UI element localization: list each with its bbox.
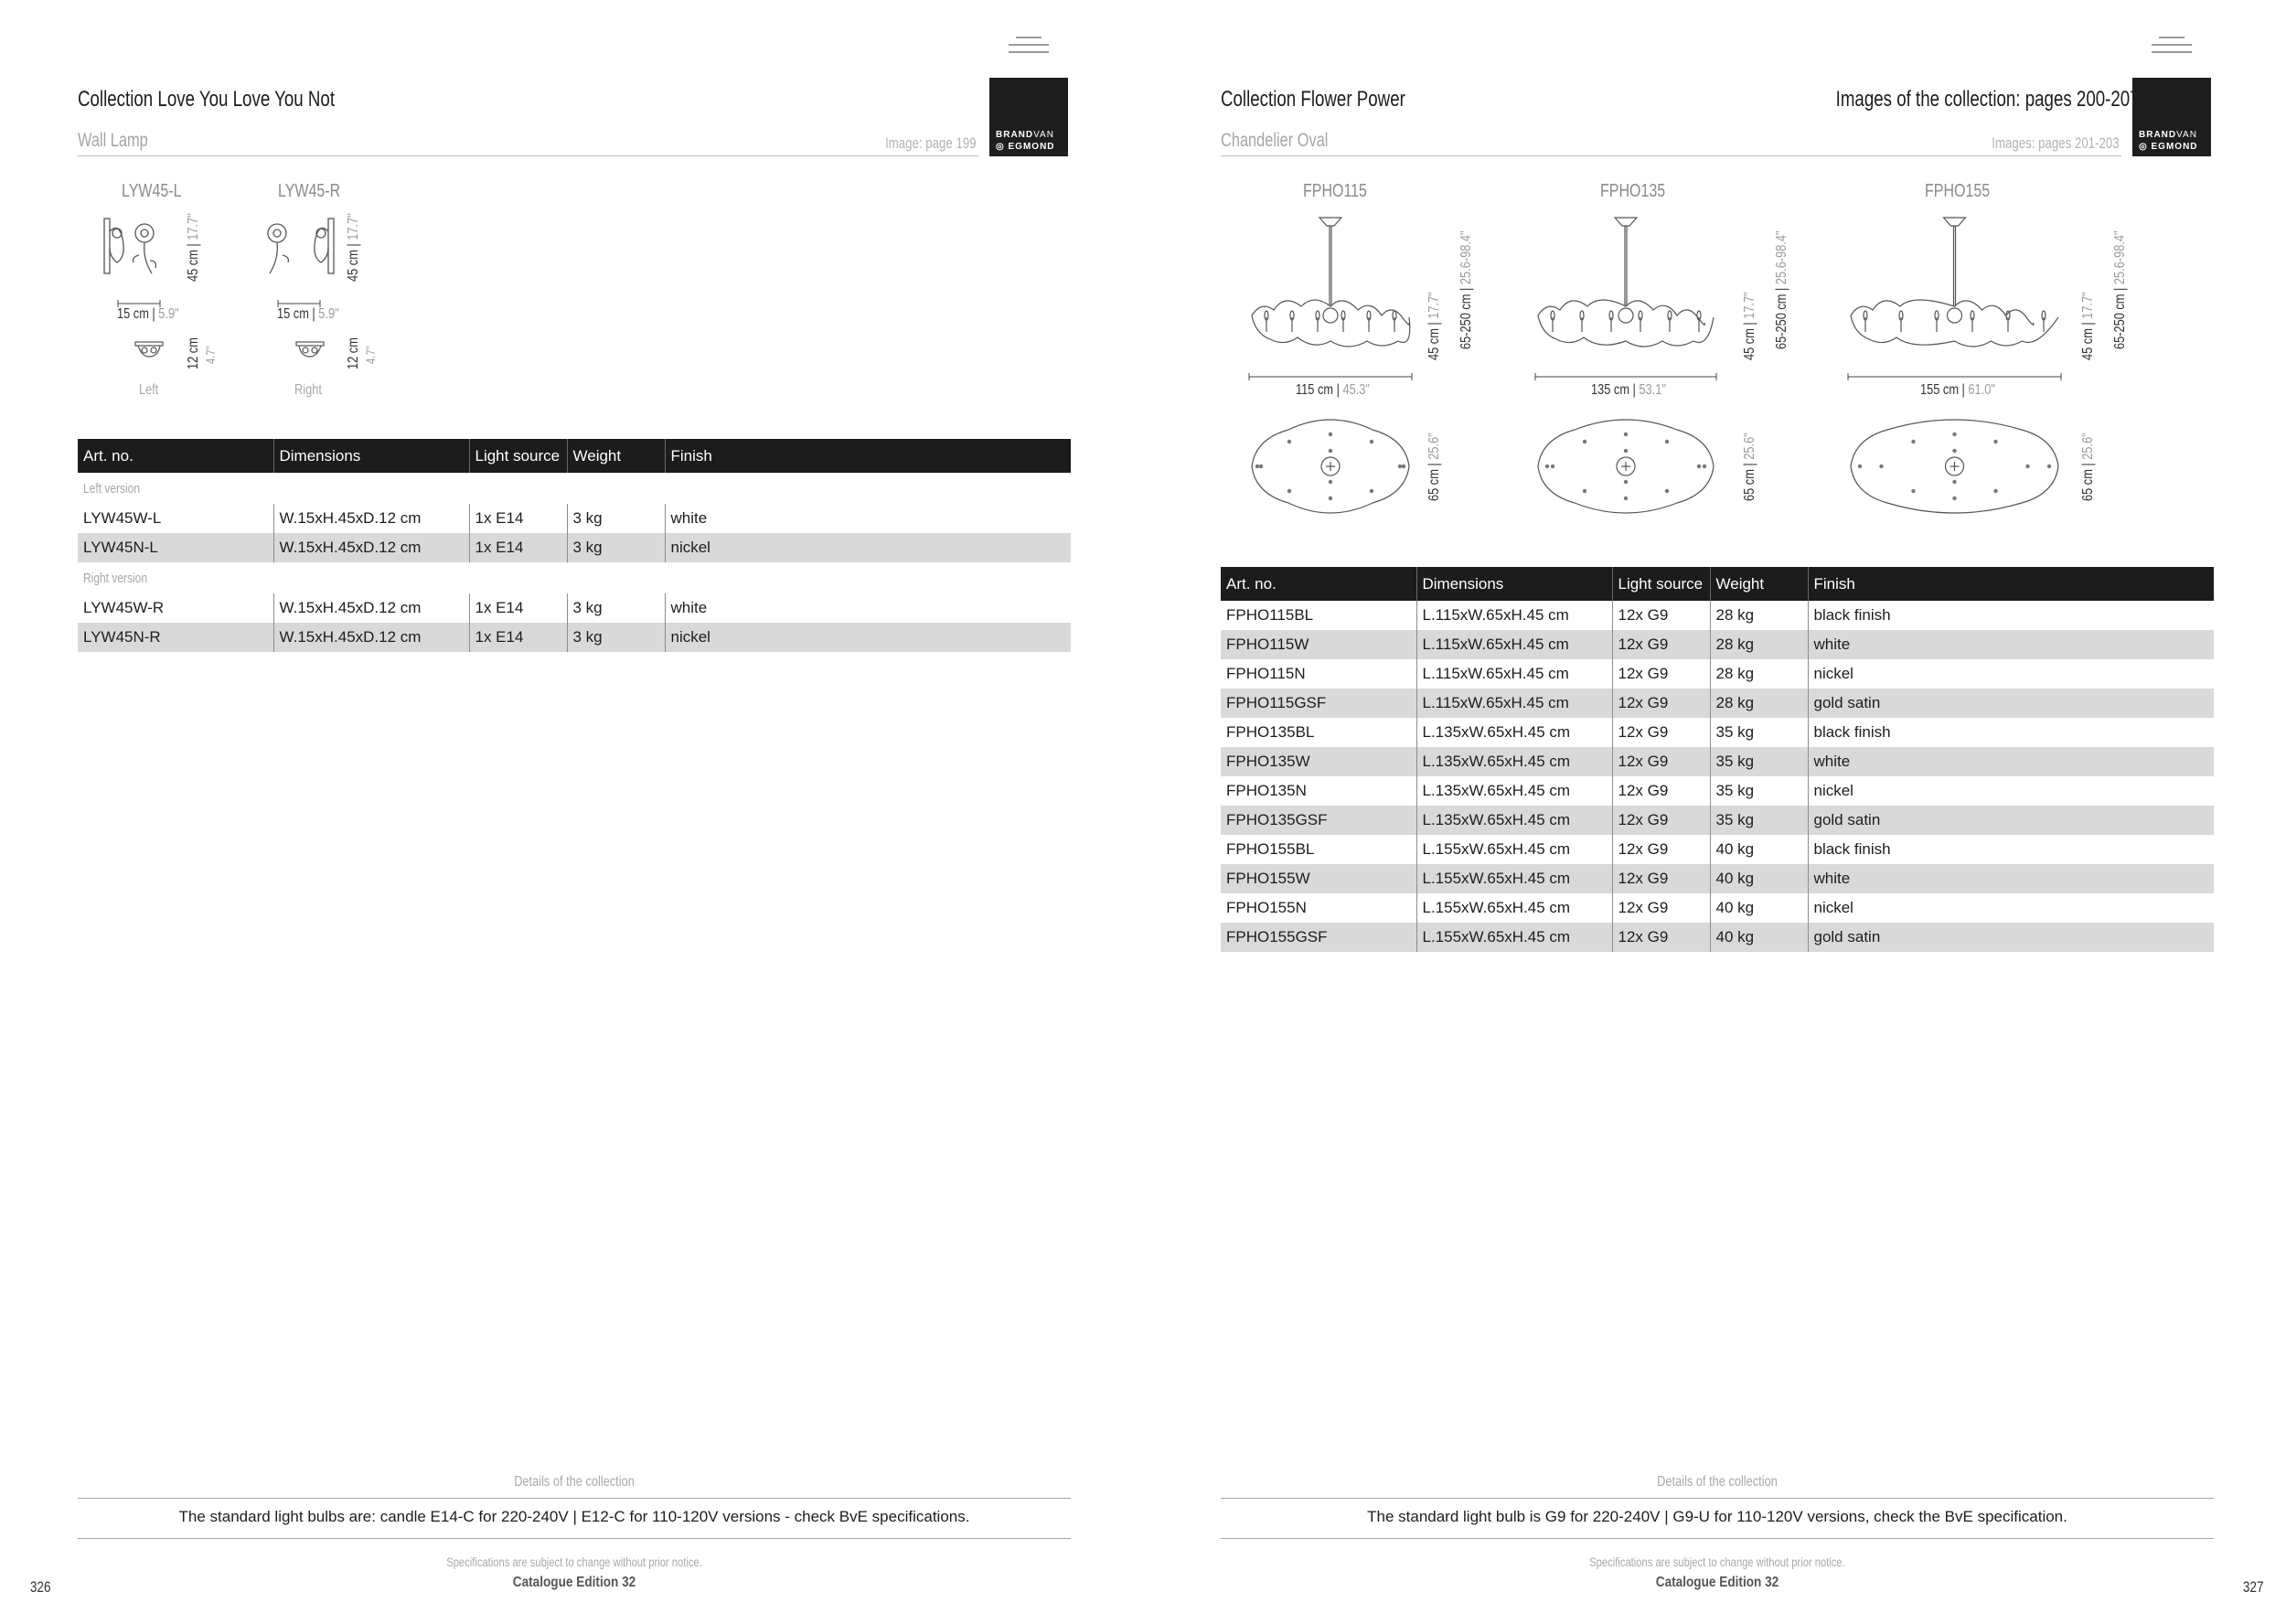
image-page-link[interactable]: Image: page 199 [885, 134, 977, 152]
page-number: 326 [29, 1578, 51, 1596]
cell-finish: white [1808, 747, 2214, 776]
table-row [78, 504, 1071, 533]
header-light-source: Light source [469, 439, 567, 473]
cell-art-no: FPHO155N [1226, 899, 1307, 916]
cell-light-source: 12x G9 [1612, 923, 1710, 952]
cell-weight: 35 kg [1710, 776, 1808, 806]
cell-light-source: 12x G9 [1612, 718, 1710, 747]
header-art-no: Art. no. [78, 439, 273, 473]
table-row [78, 623, 1071, 652]
table-row [1221, 747, 2214, 776]
length-dimension-line [1248, 373, 1413, 380]
cell-finish: gold satin [1808, 689, 2214, 718]
product-subtitle: Wall Lamp [78, 130, 148, 151]
cell-light-source: 12x G9 [1612, 864, 1710, 893]
collection-title: Collection Love You Love You Not [78, 87, 336, 112]
cell-weight: 35 kg [1710, 747, 1808, 776]
cell-weight: 35 kg [1710, 806, 1808, 835]
width-dimension: 65 cm | 25.6" [2080, 433, 2096, 501]
header-weight: Weight [1710, 567, 1808, 601]
table-row [78, 533, 1071, 562]
product-subtitle: Chandelier Oval [1221, 130, 1329, 151]
wall-lamp-front-drawing [101, 215, 183, 283]
footer-divider [78, 1538, 1071, 1539]
spec-table [1221, 567, 2214, 952]
depth-dimension-inch: 4.7" [363, 346, 378, 364]
cell-finish: white [1808, 630, 2214, 659]
cell-art-no: FPHO115BL [1226, 606, 1314, 624]
cell-dimensions: W.15xH.45xD.12 cm [273, 533, 469, 562]
right-page [1143, 0, 2286, 1624]
menu-icon[interactable] [1009, 37, 1049, 57]
group-label-row: Left version [83, 480, 141, 497]
cell-finish: nickel [1808, 659, 2214, 689]
cell-dimensions: L.155xW.65xH.45 cm [1416, 835, 1612, 864]
table-row [1221, 689, 2214, 718]
side-label: Right [294, 382, 322, 398]
cell-dimensions: W.15xH.45xD.12 cm [273, 593, 469, 623]
table-row [1221, 601, 2214, 630]
footer-divider [1221, 1538, 2214, 1539]
length-dimension: 155 cm | 61.0" [1919, 382, 1995, 398]
header-light-source: Light source [1612, 567, 1710, 601]
model-label: LYW45-L [122, 181, 182, 201]
cell-dimensions: L.135xW.65xH.45 cm [1416, 806, 1612, 835]
footer-divider [1221, 1498, 2214, 1499]
height-dimension: 45 cm | 17.7" [186, 213, 201, 282]
image-page-link[interactable]: Images: pages 201-203 [1992, 134, 2120, 152]
cell-dimensions: L.135xW.65xH.45 cm [1416, 718, 1612, 747]
chandelier-top-drawing [1847, 416, 2062, 517]
cell-finish: white [665, 593, 1071, 623]
cell-light-source: 12x G9 [1612, 806, 1710, 835]
wall-lamp-top-drawing [293, 340, 326, 364]
cell-light-source: 12x G9 [1612, 776, 1710, 806]
cell-dimensions: L.155xW.65xH.45 cm [1416, 923, 1612, 952]
cell-art-no: FPHO135N [1226, 782, 1307, 799]
cell-art-no: FPHO115N [1226, 665, 1306, 682]
brand-logo: BRANDVAN ◎ EGMOND [2132, 78, 2211, 156]
cell-light-source: 1x E14 [469, 533, 567, 562]
cell-art-no: FPHO155GSF [1221, 923, 1416, 952]
depth-dimension: 12 cm [186, 337, 201, 369]
drop-dimension: 65-250 cm | 25.6-98.4" [1774, 230, 1789, 349]
depth-dimension-inch: 4.7" [203, 346, 218, 364]
depth-dimension: 12 cm [346, 337, 361, 369]
drop-dimension: 65-250 cm | 25.6-98.4" [2112, 230, 2128, 349]
catalogue-edition: Catalogue Edition 32 [1655, 1575, 1779, 1590]
cell-finish: nickel [665, 533, 1071, 562]
collection-title: Collection Flower Power [1221, 87, 1405, 112]
chandelier-side-drawing [1534, 215, 1717, 370]
details-heading: Details of the collection [514, 1474, 635, 1490]
cell-art-no: LYW45N-L [78, 533, 273, 562]
width-dimension: 65 cm | 25.6" [1742, 433, 1757, 501]
drop-dimension: 65-250 cm | 25.6-98.4" [1458, 230, 1474, 349]
brand-logo: BRANDVAN ◎ EGMOND [989, 78, 1068, 156]
cell-finish: black finish [1808, 718, 2214, 747]
height-dimension: 45 cm | 17.7" [1426, 292, 1442, 360]
cell-light-source: 12x G9 [1612, 747, 1710, 776]
cell-dimensions: L.155xW.65xH.45 cm [1416, 864, 1612, 893]
table-row [1221, 659, 2214, 689]
chandelier-side-drawing [1847, 215, 2062, 370]
cell-finish: white [665, 504, 1071, 533]
chandelier-top-drawing [1534, 416, 1717, 517]
cell-weight: 28 kg [1710, 689, 1808, 718]
table-header-row [1221, 567, 2214, 601]
length-dimension-line [1534, 373, 1717, 380]
length-dimension: 115 cm | 45.3" [1296, 382, 1370, 398]
model-label: FPHO135 [1600, 181, 1666, 201]
table-row [1221, 776, 2214, 806]
disclaimer: Specifications are subject to change without prior notice. [446, 1555, 702, 1569]
cell-dimensions: L.115xW.65xH.45 cm [1416, 659, 1612, 689]
cell-finish: black finish [1808, 601, 2214, 630]
cell-dimensions: W.15xH.45xD.12 cm [273, 504, 469, 533]
table-row [1221, 630, 2214, 659]
cell-finish: nickel [665, 623, 1071, 652]
cell-weight: 40 kg [1710, 835, 1808, 864]
cell-dimensions: L.115xW.65xH.45 cm [1416, 630, 1612, 659]
footer-divider [78, 1498, 1071, 1499]
catalogue-edition: Catalogue Edition 32 [512, 1575, 636, 1590]
cell-dimensions: L.115xW.65xH.45 cm [1416, 601, 1612, 630]
cell-art-no: FPHO155W [1221, 864, 1416, 893]
cell-weight: 40 kg [1710, 893, 1808, 923]
collection-images-link[interactable]: Images of the collection: pages 200-207 [1836, 87, 2140, 112]
header-divider [78, 155, 978, 156]
width-dimension: 65 cm | 25.6" [1426, 433, 1442, 501]
cell-art-no: LYW45W-L [83, 509, 162, 527]
table-row [1221, 806, 2214, 835]
cell-art-no: FPHO115W [1221, 630, 1416, 659]
cell-dimensions: L.135xW.65xH.45 cm [1416, 747, 1612, 776]
header-art-no: Art. no. [1221, 567, 1416, 601]
width-dimension: 15 cm | 5.9" [277, 306, 339, 322]
cell-weight: 28 kg [1710, 630, 1808, 659]
cell-art-no: FPHO135GSF [1221, 806, 1416, 835]
bulb-note: The standard light bulbs are: candle E14-C for 220-240V | E12-C for 110-120V versions - check BvE specifications. [178, 1508, 970, 1525]
model-label: FPHO115 [1303, 181, 1367, 201]
cell-light-source: 12x G9 [1612, 659, 1710, 689]
cell-weight: 3 kg [567, 593, 665, 623]
model-label: FPHO155 [1925, 181, 1991, 201]
length-dimension: 135 cm | 53.1" [1591, 382, 1666, 398]
header-weight: Weight [567, 439, 665, 473]
model-label: LYW45-R [278, 181, 341, 201]
cell-weight: 3 kg [567, 533, 665, 562]
wall-lamp-front-drawing [261, 215, 343, 283]
cell-art-no: FPHO155BL [1226, 840, 1315, 858]
table-row [1221, 923, 2214, 952]
cell-finish: black finish [1808, 835, 2214, 864]
spec-table [78, 439, 1071, 652]
cell-light-source: 12x G9 [1612, 893, 1710, 923]
details-heading: Details of the collection [1657, 1474, 1778, 1490]
cell-light-source: 1x E14 [469, 593, 567, 623]
header-divider [1221, 155, 2121, 156]
cell-dimensions: W.15xH.45xD.12 cm [273, 623, 469, 652]
cell-light-source: 12x G9 [1612, 630, 1710, 659]
cell-finish: gold satin [1808, 806, 2214, 835]
cell-dimensions: L.115xW.65xH.45 cm [1416, 689, 1612, 718]
cell-weight: 40 kg [1710, 923, 1808, 952]
table-row [1221, 864, 2214, 893]
page-number: 327 [2242, 1578, 2264, 1596]
chandelier-side-drawing [1248, 215, 1413, 370]
cell-weight: 40 kg [1710, 864, 1808, 893]
cell-light-source: 12x G9 [1612, 835, 1710, 864]
header-finish: Finish [665, 439, 1071, 473]
length-dimension-line [1847, 373, 2062, 380]
cell-weight: 35 kg [1710, 718, 1808, 747]
cell-finish: white [1808, 864, 2214, 893]
cell-art-no: LYW45N-R [78, 623, 273, 652]
height-dimension: 45 cm | 17.7" [346, 213, 361, 282]
cell-finish: nickel [1808, 893, 2214, 923]
group-label-row: Right version [83, 570, 148, 586]
cell-weight: 3 kg [567, 504, 665, 533]
height-dimension: 45 cm | 17.7" [1742, 292, 1757, 360]
table-row [1221, 893, 2214, 923]
cell-light-source: 1x E14 [469, 504, 567, 533]
cell-light-source: 1x E14 [469, 623, 567, 652]
cell-art-no: FPHO135BL [1226, 723, 1315, 741]
cell-art-no: LYW45W-R [83, 599, 165, 616]
cell-light-source: 12x G9 [1612, 689, 1710, 718]
header-dimensions: Dimensions [1416, 567, 1612, 601]
header-dimensions: Dimensions [273, 439, 469, 473]
cell-light-source: 12x G9 [1612, 601, 1710, 630]
width-dimension: 15 cm | 5.9" [117, 306, 179, 322]
menu-icon[interactable] [2152, 37, 2192, 57]
disclaimer: Specifications are subject to change without prior notice. [1589, 1555, 1845, 1569]
cell-dimensions: L.155xW.65xH.45 cm [1416, 893, 1612, 923]
cell-dimensions: L.135xW.65xH.45 cm [1416, 776, 1612, 806]
cell-weight: 3 kg [567, 623, 665, 652]
side-label: Left [139, 382, 159, 398]
bulb-note: The standard light bulb is G9 for 220-240V | G9-U for 110-120V versions, check the BvE specification. [1367, 1508, 2067, 1525]
cell-art-no: FPHO135W [1221, 747, 1416, 776]
header-finish: Finish [1808, 567, 2214, 601]
table-row [78, 593, 1071, 623]
cell-weight: 28 kg [1710, 601, 1808, 630]
cell-finish: gold satin [1808, 923, 2214, 952]
wall-lamp-top-drawing [134, 340, 166, 364]
table-header-row [78, 439, 1071, 473]
chandelier-top-drawing [1248, 416, 1413, 517]
cell-finish: nickel [1808, 776, 2214, 806]
table-row [1221, 718, 2214, 747]
table-row [1221, 835, 2214, 864]
cell-weight: 28 kg [1710, 659, 1808, 689]
height-dimension: 45 cm | 17.7" [2080, 292, 2096, 360]
cell-art-no: FPHO115GSF [1221, 689, 1416, 718]
